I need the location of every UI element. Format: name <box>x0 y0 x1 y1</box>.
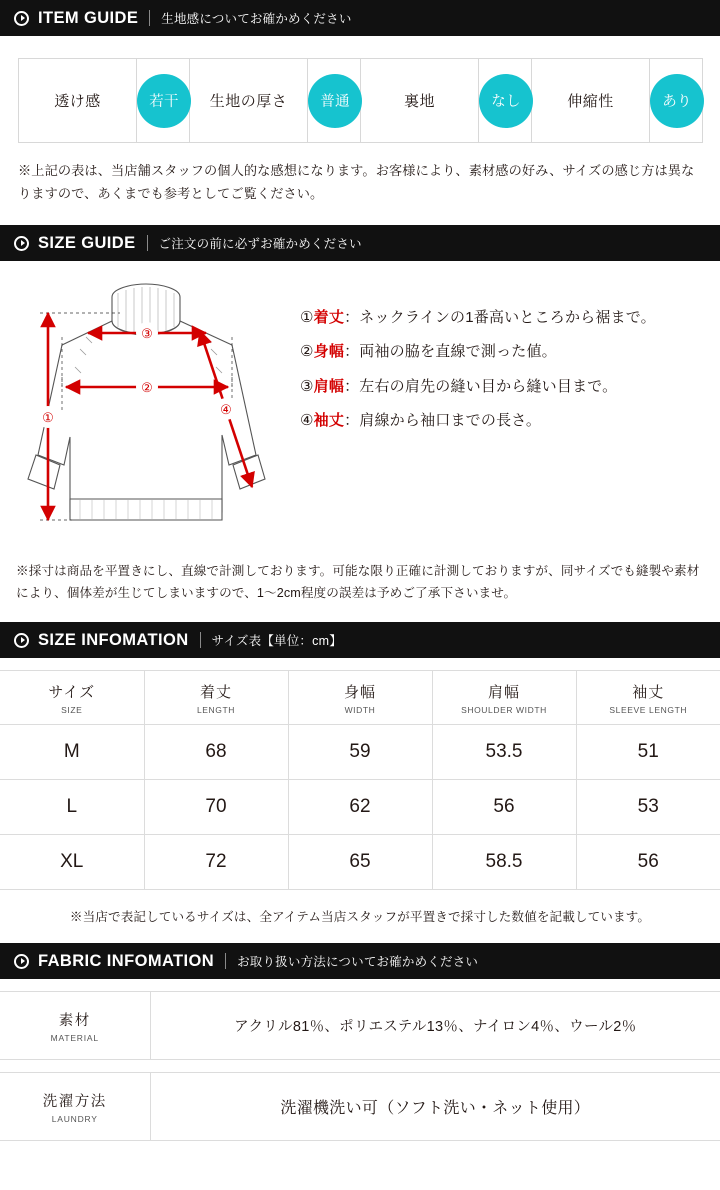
row-value-laundry: 洗濯機洗い可（ソフト洗い・ネット使用） <box>150 1073 720 1141</box>
cell-width: 62 <box>288 780 432 835</box>
table-row <box>0 780 720 835</box>
size-guide-legend <box>300 277 720 438</box>
svg-text:④: ④ <box>220 402 232 418</box>
row-label-jp: 素材 <box>58 1012 91 1029</box>
size-information-table <box>0 670 720 890</box>
section-subtitle: 生地感についてお確かめください <box>161 12 352 26</box>
status-badge: あり <box>650 74 704 128</box>
spacer <box>0 1060 720 1072</box>
column-header-jp: 着丈 <box>199 683 232 701</box>
column-header-jp: 肩幅 <box>487 683 520 701</box>
section-title: FABRIC INFOMATION <box>38 951 215 970</box>
cell-length: 72 <box>144 835 288 890</box>
item-guide-value-cell <box>650 59 703 143</box>
table-row <box>0 992 720 1060</box>
item-guide-value-cell <box>308 59 361 143</box>
cell-shoulder-width: 56 <box>432 780 576 835</box>
column-header-length <box>144 671 288 725</box>
row-value-material: アクリル81％、ポリエステル13％、ナイロン4％、ウール2％ <box>150 992 720 1060</box>
section-header-size-information <box>0 622 720 658</box>
status-badge: なし <box>479 74 533 128</box>
status-badge: 普通 <box>308 74 362 128</box>
cell-width: 65 <box>288 835 432 890</box>
legend-item <box>300 404 720 438</box>
section-title: SIZE GUIDE <box>38 233 136 252</box>
column-header-jp: 袖丈 <box>632 683 665 701</box>
item-guide-value-cell <box>479 59 532 143</box>
size-guide-note: ※採寸は商品を平置きにし、直線で計測しております。可能な限り正確に計測しておりますが、同サイズでも縫製や素材により、個体差が生じてしまいますので、1〜2cm程度の誤差は予めご了承下さいませ。 <box>16 564 700 601</box>
column-header-size <box>0 671 144 725</box>
cell-size: M <box>0 725 144 780</box>
table-row <box>0 1073 720 1141</box>
column-header-sleeve-length <box>576 671 720 725</box>
cell-shoulder-width: 58.5 <box>432 835 576 890</box>
item-guide-note: ※上記の表は、当店舗スタッフの個人的な感想になります。お客様により、素材感の好み、サイズの感じ方は異なりますので、あくまでも参考としてご覧ください。 <box>18 163 695 202</box>
legend-desc: ：両袖の脇を直線で測った値。 <box>344 343 557 361</box>
table-row <box>19 59 703 143</box>
cell-sleeve-length: 56 <box>576 835 720 890</box>
column-header-en: LENGTH <box>196 704 236 715</box>
legend-term: 着丈 <box>313 309 345 327</box>
column-header-en: SHOULDER WIDTH <box>461 704 547 715</box>
row-label-en: LAUNDRY <box>51 1113 98 1124</box>
row-label-laundry <box>0 1073 150 1141</box>
status-badge: 若干 <box>137 74 191 128</box>
play-circle-icon <box>14 954 29 969</box>
cell-width: 59 <box>288 725 432 780</box>
legend-num: ④ <box>300 411 314 429</box>
section-title: SIZE INFOMATION <box>38 630 189 649</box>
legend-term: 袖丈 <box>313 411 345 429</box>
size-guide-diagram-area <box>0 261 720 546</box>
legend-num: ② <box>300 343 314 361</box>
legend-num: ① <box>300 309 314 327</box>
garment-diagram <box>0 277 300 542</box>
column-header-en: SLEEVE LENGTH <box>609 704 688 715</box>
legend-num: ③ <box>300 377 314 395</box>
cell-sleeve-length: 51 <box>576 725 720 780</box>
row-label-en: MATERIAL <box>50 1032 99 1043</box>
legend-desc: ：左右の肩先の縫い目から縫い目まで。 <box>344 377 618 395</box>
cell-size: XL <box>0 835 144 890</box>
cell-length: 70 <box>144 780 288 835</box>
svg-text:①: ① <box>42 410 54 426</box>
cell-sleeve-length: 53 <box>576 780 720 835</box>
legend-item <box>300 301 720 335</box>
size-information-note: ※当店で表記しているサイズは、全アイテム当店スタッフが平置きで採寸した数値を記載しています。 <box>69 910 651 925</box>
row-label-jp: 洗濯方法 <box>42 1093 107 1110</box>
header-divider <box>147 235 148 251</box>
table-row <box>0 835 720 890</box>
item-guide-label: 生地の厚さ <box>190 59 308 143</box>
table-header-row <box>0 671 720 725</box>
item-guide-label: 伸縮性 <box>532 59 650 143</box>
play-circle-icon <box>14 236 29 251</box>
header-divider <box>200 632 201 648</box>
play-circle-icon <box>14 633 29 648</box>
header-divider <box>225 953 226 969</box>
column-header-jp: サイズ <box>48 683 96 701</box>
play-circle-icon <box>14 11 29 26</box>
legend-term: 肩幅 <box>313 377 345 395</box>
legend-item <box>300 370 720 404</box>
section-subtitle: ご注文の前に必ずお確かめください <box>158 237 362 252</box>
legend-desc: ：ネックラインの1番高いところから裾まで。 <box>344 309 656 327</box>
legend-item <box>300 335 720 369</box>
cell-shoulder-width: 53.5 <box>432 725 576 780</box>
spacer <box>0 979 720 991</box>
row-label-material <box>0 992 150 1060</box>
cell-size: L <box>0 780 144 835</box>
section-header-fabric-information <box>0 943 720 979</box>
item-guide-value-cell <box>137 59 190 143</box>
column-header-en: SIZE <box>61 704 83 715</box>
table-row <box>0 725 720 780</box>
section-subtitle: サイズ表【単位：cm】 <box>211 634 342 649</box>
section-header-item-guide <box>0 0 720 36</box>
item-guide-label: 透け感 <box>19 59 137 143</box>
section-subtitle: お取り扱い方法についてお確かめください <box>237 955 479 970</box>
legend-desc: ：肩線から袖口までの長さ。 <box>344 411 542 429</box>
header-divider <box>149 10 150 26</box>
section-header-size-guide <box>0 225 720 261</box>
spacer <box>0 658 720 670</box>
fabric-laundry-table <box>0 1072 720 1141</box>
svg-text:③: ③ <box>141 326 153 342</box>
legend-term: 身幅 <box>313 343 345 361</box>
svg-text:②: ② <box>141 380 153 396</box>
section-title: ITEM GUIDE <box>38 8 139 27</box>
fabric-material-table <box>0 991 720 1060</box>
item-guide-table-wrap <box>0 36 720 143</box>
cell-length: 68 <box>144 725 288 780</box>
item-guide-label: 裏地 <box>361 59 479 143</box>
column-header-width <box>288 671 432 725</box>
column-header-jp: 身幅 <box>343 683 376 701</box>
column-header-en: WIDTH <box>344 704 376 715</box>
column-header-shoulder-width <box>432 671 576 725</box>
item-guide-table <box>18 58 703 143</box>
